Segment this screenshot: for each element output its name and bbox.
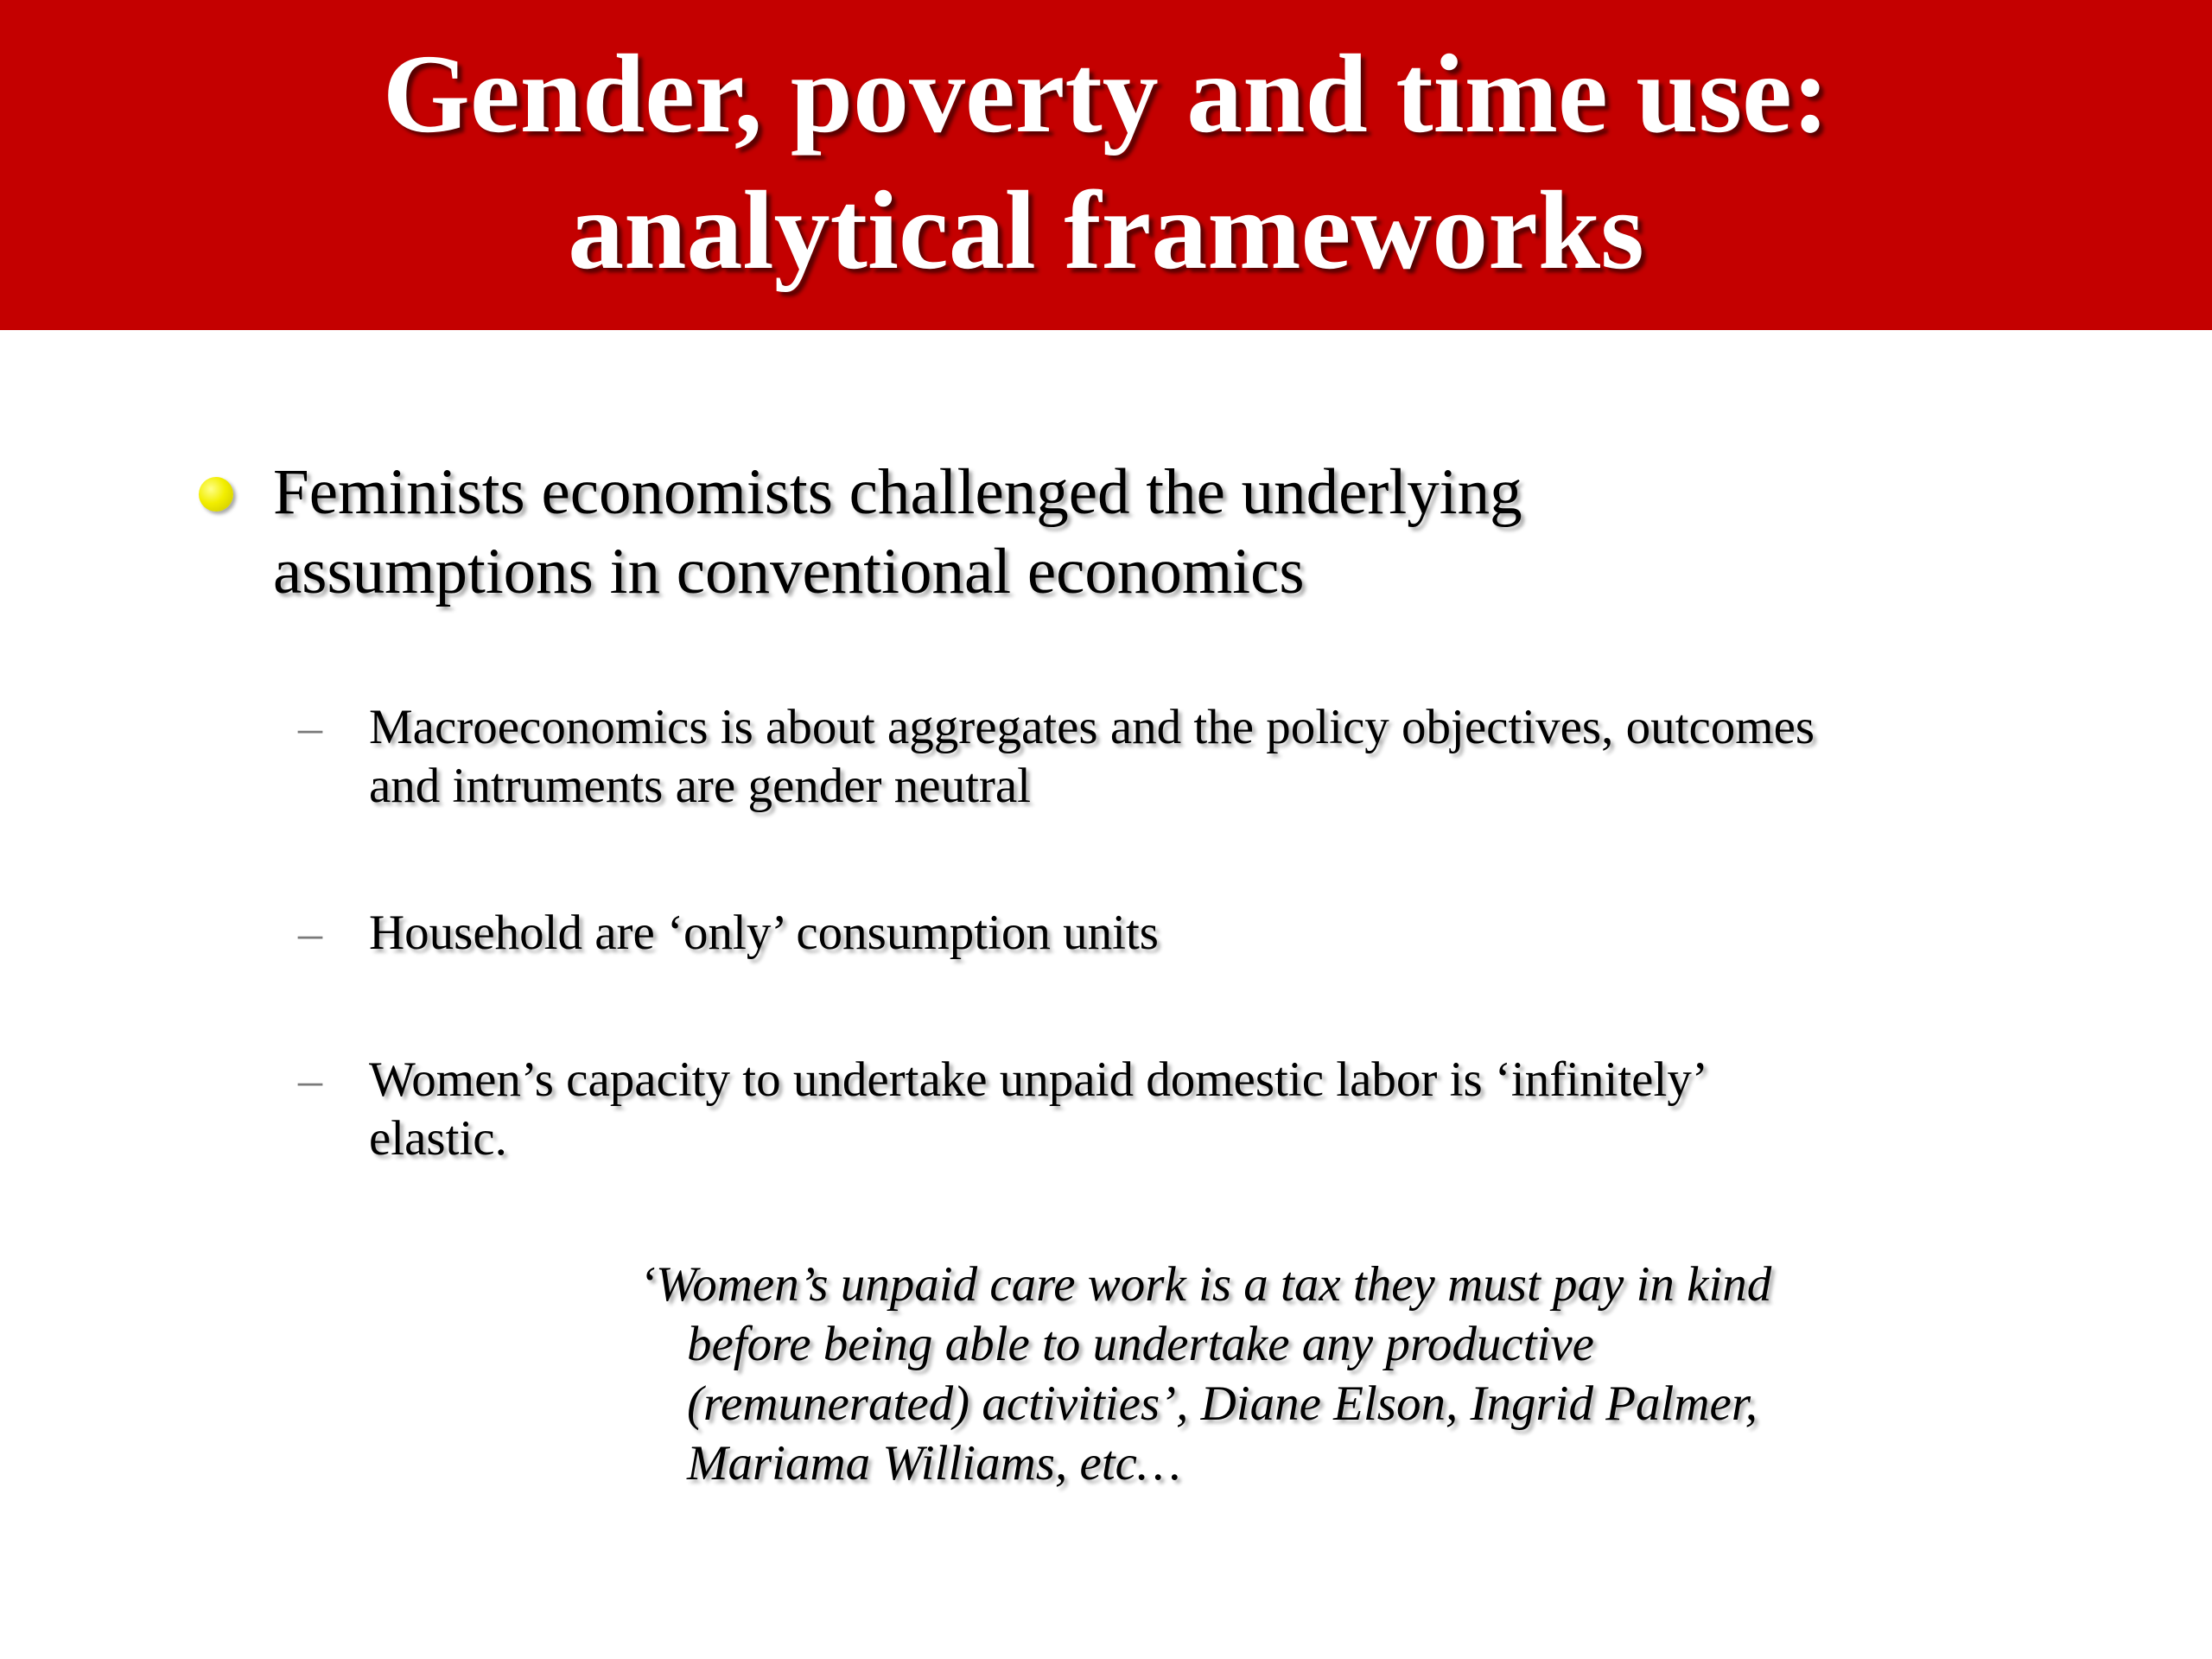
sub-bullet-text bbox=[369, 698, 2063, 816]
main-bullet-line-2: assumptions in conventional economics bbox=[273, 536, 1305, 607]
sub-bullet-line-2: elastic. bbox=[369, 1111, 507, 1166]
sub-bullet-text bbox=[369, 904, 2063, 963]
dash-icon: – bbox=[298, 1053, 322, 1107]
quote-line-1: ‘Women’s unpaid care work is a tax they must pay in kind bbox=[639, 1257, 1772, 1312]
slide-title bbox=[0, 26, 2212, 299]
slide-title-line-1: Gender, poverty and time use: bbox=[382, 32, 1830, 156]
bullet-dot-icon bbox=[199, 477, 233, 512]
main-bullet-text bbox=[273, 453, 2044, 612]
slide-title-line-2: analytical frameworks bbox=[568, 168, 1644, 293]
quote-line-3: (remunerated) activities’, Diane Elson, Ingrid Palmer, bbox=[687, 1376, 1758, 1431]
quote-line-2: before being able to undertake any productive bbox=[687, 1317, 1594, 1371]
sub-bullet-line-1: Household are ‘only’ consumption units bbox=[369, 906, 1159, 960]
sub-bullet-text bbox=[369, 1051, 2063, 1168]
sub-bullet-line-1: Women’s capacity to undertake unpaid domestic labor is ‘infinitely’ bbox=[369, 1052, 1708, 1107]
dash-icon: – bbox=[298, 701, 322, 754]
dash-icon: – bbox=[298, 906, 322, 960]
main-bullet-line-1: Feminists economists challenged the underlying bbox=[273, 456, 1522, 528]
quote-line-4: Mariama Williams, etc… bbox=[687, 1436, 1181, 1491]
quote-block bbox=[639, 1255, 1936, 1493]
sub-bullet-line-2: and intruments are gender neutral bbox=[369, 759, 1032, 813]
sub-bullet-line-1: Macroeconomics is about aggregates and the policy objectives, outcomes bbox=[369, 700, 1815, 754]
